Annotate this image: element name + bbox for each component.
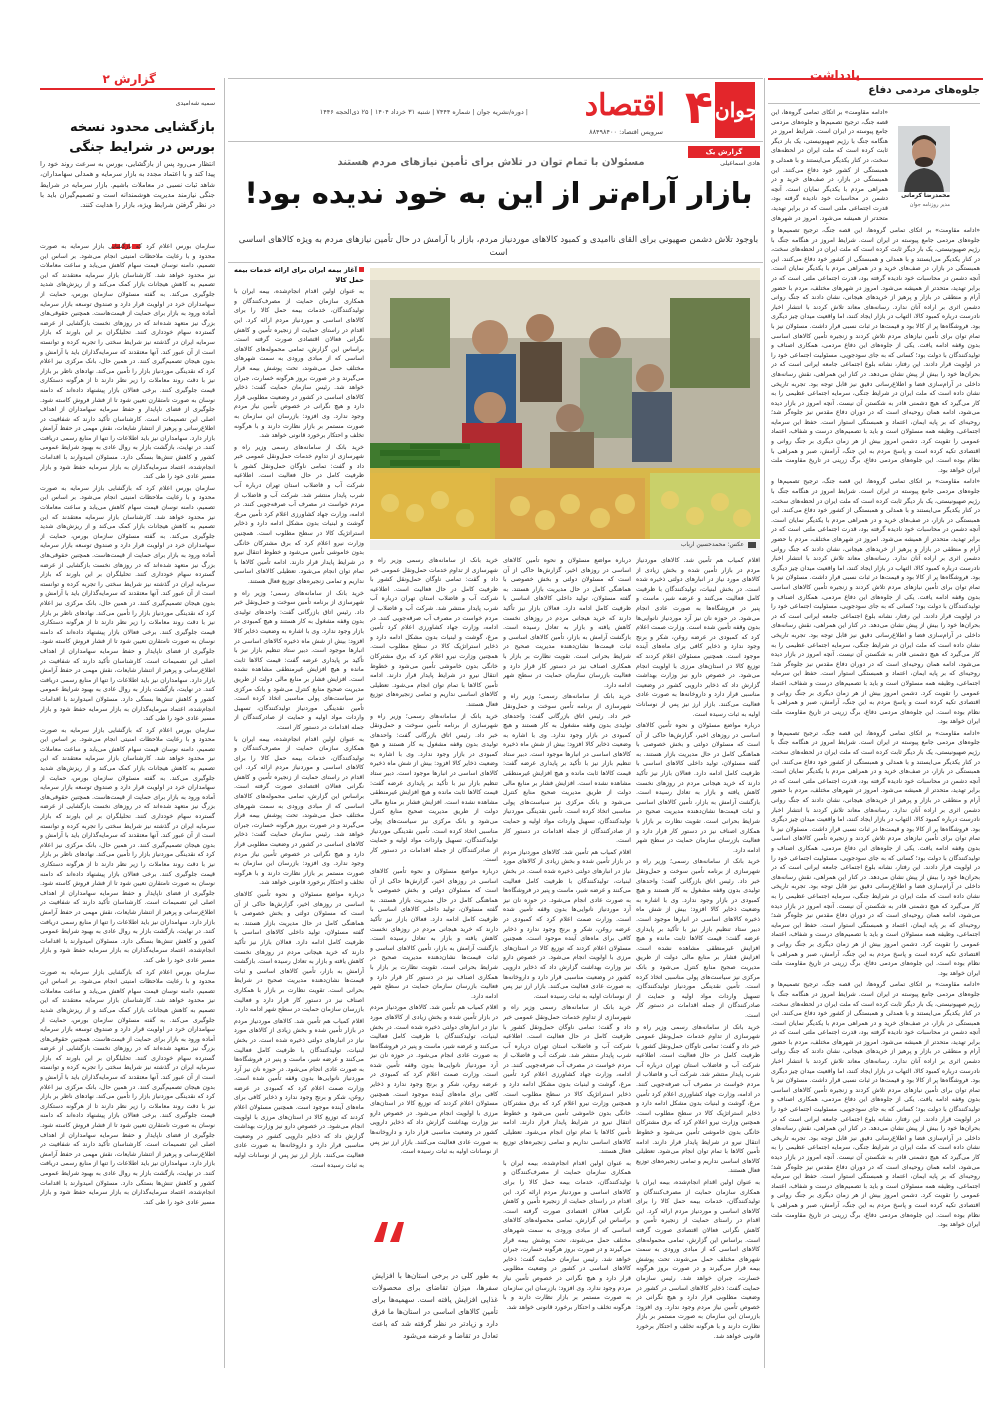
- left-section-label: گزارش ۲: [102, 72, 156, 86]
- bullet-square: [359, 267, 364, 272]
- masthead: [228, 80, 763, 140]
- section-title: اقتصاد: [584, 88, 665, 123]
- tag-badge: [688, 146, 760, 158]
- phone: سرویس اقتصاد: ۸۸۴۹۸۴۰۰: [589, 128, 663, 136]
- left-body: سازمان بورس اعلام کرد که بازگشایی بازار سرمایه به صورت محدود و با رعایت ملاحظات امنیتی انجام می‌شود. بر اساس این تصمیم، دامنه نوسان قیمت سهام کاهش می‌یابد و ساعت معاملات نیز محدود خواهد شد. کارشناسان بازار سرمایه معتقدند که این تصمیم به کاهش هیجانات بازار کمک می‌کند و از ریزش‌های شدید جلوگیری می‌کند. به گفته مسئولان سازمان بورس، حمایت از سهامداران خرد در اولویت قرار دارد و صندوق توسعه بازار سرمایه آماده ورود به بازار برای حمایت از قیمت‌هاست. همچنین حقوقی‌های بزرگ نیز متعهد شده‌اند که در روزهای نخست بازگشایی از عرضه گسترده سهام خودداری کنند. تحلیلگران بر این باورند که بازار سرمایه ایران در گذشته نیز شرایط سختی را تجربه کرده و توانسته است از آن عبور کند. آنها معتقدند که سرمایه‌گذاران باید با آرامش و بدون هیجان تصمیم‌گیری کنند. در همین حال، بانک مرکزی نیز اعلام کرد که نقدینگی موردنیاز بازار را تأمین می‌کند. نهادهای ناظر بر بازار نیز با دقت روند معاملات را زیر نظر دارند تا از هرگونه دستکاری قیمت جلوگیری کنند. برخی فعالان بازار پیشنهاد داده‌اند که دامنه نوسان به صورت نامتقارن تعیین شود تا از فشار فروش کاسته شود. جلوگیری از فضای ناپایدار و حفظ سرمایه سهامداران از اهداف اصلی این تصمیمات است. کارشناسان تأکید دارند که شفافیت در اطلاع‌رسانی و پرهیز از انتشار شایعات، نقش مهمی در حفظ آرامش بازار دارد. سهامداران نیز باید اطلاعات را تنها از منابع رسمی دریافت کنند. در نهایت، بازگشت بازار به روال عادی به بهبود شرایط عمومی کشور و کاهش تنش‌ها بستگی دارد. مسئولان امیدوارند با اقدامات انجام‌شده، اعتماد سرمایه‌گذاران به بازار سرمایه حفظ شود و بازار مسیر عادی خود را طی کند. سازمان بورس اعلام کرد که بازگشایی بازار سرمایه به صورت محدود و با رعایت ملاحظات امنیتی انجام می‌شود. بر اساس این تصمیم، دامنه نوسان قیمت سهام کاهش می‌یابد و ساعت معاملات نیز محدود خواهد شد. کارشناسان بازار سرمایه معتقدند که این تصمیم به کاهش هیجانات بازار کمک می‌کند و از ریزش‌های شدید جلوگیری می‌کند. به گفته مسئولان سازمان بورس، حمایت از سهامداران خرد در اولویت قرار دارد و صندوق توسعه بازار سرمایه آماده ورود به بازار برای حمایت از قیمت‌هاست. همچنین حقوقی‌های بزرگ نیز متعهد شده‌اند که در روزهای نخست بازگشایی از عرضه گسترده سهام خودداری کنند. تحلیلگران بر این باورند که بازار سرمایه ایران در گذشته نیز شرایط سختی را تجربه کرده و توانسته است از آن عبور کند. آنها معتقدند که سرمایه‌گذاران باید با آرامش و بدون هیجان تصمیم‌گیری کنند. در همین حال، بانک مرکزی نیز اعلام کرد که نقدینگی موردنیاز بازار را تأمین می‌کند. نهادهای ناظر بر بازار نیز با دقت روند معاملات را زیر نظر دارند تا از هرگونه دستکاری قیمت جلوگیری کنند. برخی فعالان بازار پیشنهاد داده‌اند که دامنه نوسان به صورت نامتقارن تعیین شود تا از فشار فروش کاسته شود. جلوگیری از فضای ناپایدار و حفظ سرمایه سهامداران از اهداف اصلی این تصمیمات است. کارشناسان تأکید دارند که شفافیت در اطلاع‌رسانی و پرهیز از انتشار شایعات، نقش مهمی در حفظ آرامش بازار دارد. سهامداران نیز باید اطلاعات را تنها از منابع رسمی دریافت کنند. در نهایت، بازگشت بازار به روال عادی به بهبود شرایط عمومی کشور و کاهش تنش‌ها بستگی دارد. مسئولان امیدوارند با اقدامات انجام‌شده، اعتماد سرمایه‌گذاران به بازار سرمایه حفظ شود و بازار مسیر عادی خود را طی کند. سازمان بورس اعلام کرد که بازگشایی بازار سرمایه به صورت محدود و با رعایت ملاحظات امنیتی انجام می‌شود. بر اساس این تصمیم، دامنه نوسان قیمت سهام کاهش می‌یابد و ساعت معاملات نیز محدود خواهد شد. کارشناسان بازار سرمایه معتقدند که این تصمیم به کاهش هیجانات بازار کمک می‌کند و از ریزش‌های شدید جلوگیری می‌کند. به گفته مسئولان سازمان بورس، حمایت از سهامداران خرد در اولویت قرار دارد و صندوق توسعه بازار سرمایه آماده ورود به بازار برای حمایت از قیمت‌هاست. همچنین حقوقی‌های بزرگ نیز متعهد شده‌اند که در روزهای نخست بازگشایی از عرضه گسترده سهام خودداری کنند. تحلیلگران بر این باورند که بازار سرمایه ایران در گذشته نیز شرایط سختی را تجربه کرده و توانسته است از آن عبور کند. آنها معتقدند که سرمایه‌گذاران باید با آرامش و بدون هیجان تصمیم‌گیری کنند. در همین حال، بانک مرکزی نیز اعلام کرد که نقدینگی موردنیاز بازار را تأمین می‌کند. نهادهای ناظر بر بازار نیز با دقت روند معاملات را زیر نظر دارند تا از هرگونه دستکاری قیمت جلوگیری کنند. برخی فعالان بازار پیشنهاد داده‌اند که دامنه نوسان به صورت نامتقارن تعیین شود تا از فشار فروش کاسته شود. جلوگیری از فضای ناپایدار و حفظ سرمایه سهامداران از اهداف اصلی این تصمیمات است. کارشناسان تأکید دارند که شفافیت در اطلاع‌رسانی و پرهیز از انتشار شایعات، نقش مهمی در حفظ آرامش بازار دارد. سهامداران نیز باید اطلاعات را تنها از منابع رسمی دریافت کنند. در نهایت، بازگشت بازار به روال عادی به بهبود شرایط عمومی کشور و کاهش تنش‌ها بستگی دارد. مسئولان امیدوارند با اقدامات انجام‌شده، اعتماد سرمایه‌گذاران به بازار سرمایه حفظ شود و بازار مسیر عادی خود را طی کند. سازمان بورس اعلام کرد که بازگشایی بازار سرمایه به صورت محدود و با رعایت ملاحظات امنیتی انجام می‌شود. بر اساس این تصمیم، دامنه نوسان قیمت سهام کاهش می‌یابد و ساعت معاملات نیز محدود خواهد شد. کارشناسان بازار سرمایه معتقدند که این تصمیم به کاهش هیجانات بازار کمک می‌کند و از ریزش‌های شدید جلوگیری می‌کند. به گفته مسئولان سازمان بورس، حمایت از سهامداران خرد در اولویت قرار دارد و صندوق توسعه بازار سرمایه آماده ورود به بازار برای حمایت از قیمت‌هاست. همچنین حقوقی‌های بزرگ نیز متعهد شده‌اند که در روزهای نخست بازگشایی از عرضه گسترده سهام خودداری کنند. تحلیلگران بر این باورند که بازار سرمایه ایران در گذشته نیز شرایط سختی را تجربه کرده و توانسته است از آن عبور کند. آنها معتقدند که سرمایه‌گذاران باید با آرامش و بدون هیجان تصمیم‌گیری کنند. در همین حال، بانک مرکزی نیز اعلام کرد که نقدینگی موردنیاز بازار را تأمین می‌کند. نهادهای ناظر بر بازار نیز با دقت روند معاملات را زیر نظر دارند تا از هرگونه دستکاری قیمت جلوگیری کنند. برخی فعالان بازار پیشنهاد داده‌اند که دامنه نوسان به صورت نامتقارن تعیین شود تا از فشار فروش کاسته شود. جلوگیری از فضای ناپایدار و حفظ سرمایه سهامداران از اهداف اصلی این تصمیمات است. کارشناسان تأکید دارند که شفافیت در اطلاع‌رسانی و پرهیز از انتشار شایعات، نقش مهمی در حفظ آرامش بازار دارد. سهامداران نیز باید اطلاعات را تنها از منابع رسمی دریافت کنند. در نهایت، بازگشت بازار به روال عادی به بهبود شرایط عمومی کشور و کاهش تنش‌ها بستگی دارد. مسئولان امیدوارند با اقدامات انجام‌شده، اعتماد سرمایه‌گذاران به بازار سرمایه حفظ شود و بازار مسیر عادی خود را طی کند.: [40, 243, 215, 1206]
- tag-label: گزارش یک: [705, 148, 743, 156]
- right-title: جلوه‌های مردمی دفاع: [868, 84, 980, 96]
- page-number: ۴: [684, 80, 713, 134]
- left-ornament: [112, 234, 142, 239]
- camera-icon: [748, 542, 756, 548]
- right-body-top: «ادامه مقاومت» بر اتکای تمامی گروه‌ها، این قصه جنگ، ترجیح تصمیم‌ها و جلوه‌های مردمی جامع پیوسته در ایران است. شرایط امروز در هنگامه جنگ با رژیم صهیونیستی، یک بار دیگر ثابت کرده است که ملت ایران در لحظه‌های سخت، در کنار یکدیگر می‌ایستند و با همدلی و همبستگی از کشور خود دفاع می‌کنند. این همبستگی در بازار، در صف‌های خرید و در همراهی مردم با یکدیگر نمایان است. آنچه دشمن در محاسبات خود نادیده گرفته بود، قدرت اجتماعی ملتی است که در برابر تهدید، متحدتر از همیشه می‌شود. امروز در شهرهای: [771, 109, 888, 222]
- main-col-c: درباره مواضع مسئولان و نحوه تأمین کالاهای اساسی در روزهای اخیر، گزارش‌ها حاکی از آن است که مسئولان دولتی و بخش خصوصی با هماهنگی کامل در حال مدیریت بازار هستند. به گفته مسئولان، تولید داخلی کالاهای اساسی با ظرفیت کامل ادامه دارد. فعالان بازار نیز تأکید دارند که خرید هیجانی مردم در روزهای نخست کاهش یافته و بازار به تعادل رسیده است. بازگشت آرامش به بازار، تأمین کالاهای اساسی و ثبات قیمت‌ها نشان‌دهنده مدیریت صحیح در شرایط بحرانی است. تقویت نظارت بر بازار با همکاری اصناف نیز در دستور کار قرار دارد و فعالیت بازرسان سازمان حمایت در سطح شهر ادامه دارد. خرید بانک از سامانه‌های رسمی؛ وزیر راه و شهرسازی از برنامه تأمین سوخت و حمل‌ونقل خبر داد. رئیس اتاق بازرگانی گفت: واحدهای تولیدی بدون وقفه مشغول به کار هستند و هیچ کمبودی در بازار وجود ندارد. وی با اشاره به وضعیت ذخایر کالا افزود: بیش از شش ماه ذخیره کالاهای اساسی در انبارها موجود است. دبیر ستاد تنظیم بازار نیز با تأکید بر پایداری عرضه گفت: قیمت کالاها ثابت مانده و هیچ افزایش غیرمنطقی مشاهده نشده است. افزایش فشار بر منابع مالی دولت از طریق مدیریت صحیح منابع کنترل می‌شود و بانک مرکزی نیز سیاست‌های پولی مناسبی اتخاذ کرده است. تأمین نقدینگی موردنیاز تولیدکنندگان، تسهیل واردات مواد اولیه و حمایت از صادرکنندگان از جمله اقدامات در دستور کار است. اقلام کمیاب هم تأمین شد. کالاهای موردنیاز مردم در بازار تأمین شده و بخش زیادی از کالاهای مورد نیاز در انبارهای دولتی ذخیره شده است. در بخش لبنیات، تولیدکنندگان با ظرفیت کامل فعالیت می‌کنند و عرضه شیر، ماست و پنیر در فروشگاه‌ها به صورت عادی انجام می‌شود. در حوزه نان نیز آرد موردنیاز نانوایی‌ها بدون وقفه تأمین شده است. وزارت صمت اعلام کرد که کمبودی در عرضه روغن، شکر و برنج وجود ندارد و ذخایر کافی برای ماه‌های آینده موجود است. همچنین مسئولان اعلام کردند که توزیع کالا در استان‌های مرزی با اولویت انجام می‌شود. در خصوص دارو نیز وزارت بهداشت گزارش داد که ذخایر دارویی کشور در وضعیت مناسبی قرار دارد و داروخانه‌ها به صورت عادی فعالیت می‌کنند. بازار ارز نیز پس از نوسانات اولیه به ثبات رسیده است. خرید بانک از سامانه‌های رسمی وزیر راه و شهرسازی از تداوم خدمات حمل‌ونقل عمومی خبر داد و گفت: تمامی ناوگان حمل‌ونقل کشور با ظرفیت کامل در حال فعالیت است. اطلاعیه شرکت آب و فاضلاب استان تهران درباره آب شرب پایدار منتشر شد. شرکت آب و فاضلاب از مردم خواست در مصرف آب صرفه‌جویی کنند. در ادامه، وزارت جهاد کشاورزی اعلام کرد تأمین مرغ، گوشت و لبنیات بدون مشکل ادامه دارد و ذخایر استراتژیک کالا در سطح مطلوب است. همچنین وزارت نیرو اعلام کرد که برق مشترکان خانگی بدون خاموشی تأمین می‌شود و خطوط انتقال نیرو در شرایط پایدار قرار دارند. ادامه تأمین کالاها با تمام توان انجام می‌شود. تعطیلی کالاهای اساسی نداریم و تمامی زنجیره‌های توزیع فعال هستند. به عنوان اولین اقدام انجام‌شده، بیمه ایران با همکاری سازمان حمایت از مصرف‌کنندگان و تولیدکنندگان، خدمات بیمه حمل کالا را برای کالاهای اساسی و موردنیاز مردم ارائه کرد. این اقدام در راستای حمایت از زنجیره تأمین و کاهش نگرانی فعالان اقتصادی صورت گرفته است. براساس این گزارش، تمامی محموله‌های کالاهای اساسی که از مبادی ورودی به سمت شهرهای مختلف حمل می‌شوند، تحت پوشش بیمه قرار می‌گیرند و در صورت بروز هرگونه خسارت، جبران خواهد شد. رئیس سازمان حمایت گفت: ذخایر کالاهای اساسی در کشور در وضعیت مطلوبی قرار دارد و هیچ نگرانی در خصوص تأمین نیاز مردم وجود ندارد. وی افزود: بازرسان این سازمان به صورت مستمر بر بازار نظارت دارند و با هرگونه تخلف و احتکار برخورد قانونی خواهد شد.: [503, 557, 631, 1311]
- quote-icon: [370, 1212, 410, 1252]
- right-section-label: یادداشت: [810, 68, 860, 82]
- market-scene: [370, 268, 760, 539]
- left-section-bar: [40, 88, 215, 90]
- market-photo: [370, 268, 760, 539]
- left-title: بازگشایی محدود نسخه بورس در شرایط جنگی: [69, 120, 215, 155]
- right-body: «ادامه مقاومت» بر اتکای تمامی گروه‌ها، این قصه جنگ، ترجیح تصمیم‌ها و جلوه‌های مردمی جامع پیوسته در ایران است. شرایط امروز در هنگامه جنگ با رژیم صهیونیستی، یک بار دیگر ثابت کرده است که ملت ایران در لحظه‌های سخت، در کنار یکدیگر می‌ایستند و با همدلی و همبستگی از کشور خود دفاع می‌کنند. این همبستگی در بازار، در صف‌های خرید و در همراهی مردم با یکدیگر نمایان است. آنچه دشمن در محاسبات خود نادیده گرفته بود، قدرت اجتماعی ملتی است که در برابر تهدید، متحدتر از همیشه می‌شود. امروز در شهرهای مختلف، مردم با حضور آرام و منطقی در بازار و پرهیز از خریدهای هیجانی، نشان دادند که جنگ روانی دشمن اثری بر اراده آنان ندارد. رسانه‌های معاند تلاش کردند با انتشار اخبار نادرست درباره کمبود کالا، التهاب در بازار ایجاد کنند، اما واقعیت میدان چیز دیگری بود. فروشگاه‌ها پر از کالا بود و قیمت‌ها در ثبات نسبی قرار داشت. مسئولان نیز با تمام توان برای تأمین نیازهای مردم تلاش کردند و زنجیره تأمین کالاهای اساسی بدون وقفه ادامه یافت. یکی از جلوه‌های این دفاع مردمی، همکاری اصناف و تولیدکنندگان با دولت بود؛ کسانی که به جای سودجویی، مسئولیت اجتماعی خود را در اولویت قرار دادند. این رفتار، نشانه بلوغ اجتماعی جامعه ایرانی است که در بحران‌ها خود را بیش از پیش نشان می‌دهد. در کنار این همراهی، نقش رسانه‌های داخلی در آرام‌سازی فضا و اطلاع‌رسانی دقیق نیز قابل توجه بود. تجربه تاریخی نشان داده است که ملت ایران در شرایط جنگی، سرمایه اجتماعی عظیمی را به کار می‌گیرد که هیچ دشمنی قادر به شکستن آن نیست. آنچه امروز در بازار دیده می‌شود، ادامه همان روحیه‌ای است که در دوران دفاع مقدس نیز جلوه‌گر شد؛ روحیه‌ای که بر پایه ایمان، اعتماد و همبستگی استوار است. حفظ این سرمایه اجتماعی، وظیفه همه مسئولان است و باید با تصمیم‌های درست و شفاف، اعتماد عمومی را تقویت کرد. دشمن امروز بیش از هر زمان دیگری بر جنگ روانی و اقتصادی تکیه کرده است و پاسخ مردم به این جنگ، آرامش، صبر و همراهی با نظام بوده است. این جلوه‌های مردمی دفاع، برگ زرینی در تاریخ مقاومت ملت ایران خواهد بود. «ادامه مقاومت» بر اتکای تمامی گروه‌ها، این قصه جنگ، ترجیح تصمیم‌ها و جلوه‌های مردمی جامع پیوسته در ایران است. شرایط امروز در هنگامه جنگ با رژیم صهیونیستی، یک بار دیگر ثابت کرده است که ملت ایران در لحظه‌های سخت، در کنار یکدیگر می‌ایستند و با همدلی و همبستگی از کشور خود دفاع می‌کنند. این همبستگی در بازار، در صف‌های خرید و در همراهی مردم با یکدیگر نمایان است. آنچه دشمن در محاسبات خود نادیده گرفته بود، قدرت اجتماعی ملتی است که در برابر تهدید، متحدتر از همیشه می‌شود. امروز در شهرهای مختلف، مردم با حضور آرام و منطقی در بازار و پرهیز از خریدهای هیجانی، نشان دادند که جنگ روانی دشمن اثری بر اراده آنان ندارد. رسانه‌های معاند تلاش کردند با انتشار اخبار نادرست درباره کمبود کالا، التهاب در بازار ایجاد کنند، اما واقعیت میدان چیز دیگری بود. فروشگاه‌ها پر از کالا بود و قیمت‌ها در ثبات نسبی قرار داشت. مسئولان نیز با تمام توان برای تأمین نیازهای مردم تلاش کردند و زنجیره تأمین کالاهای اساسی بدون وقفه ادامه یافت. یکی از جلوه‌های این دفاع مردمی، همکاری اصناف و تولیدکنندگان با دولت بود؛ کسانی که به جای سودجویی، مسئولیت اجتماعی خود را در اولویت قرار دادند. این رفتار، نشانه بلوغ اجتماعی جامعه ایرانی است که در بحران‌ها خود را بیش از پیش نشان می‌دهد. در کنار این همراهی، نقش رسانه‌های داخلی در آرام‌سازی فضا و اطلاع‌رسانی دقیق نیز قابل توجه بود. تجربه تاریخی نشان داده است که ملت ایران در شرایط جنگی، سرمایه اجتماعی عظیمی را به کار می‌گیرد که هیچ دشمنی قادر به شکستن آن نیست. آنچه امروز در بازار دیده می‌شود، ادامه همان روحیه‌ای است که در دوران دفاع مقدس نیز جلوه‌گر شد؛ روحیه‌ای که بر پایه ایمان، اعتماد و همبستگی استوار است. حفظ این سرمایه اجتماعی، وظیفه همه مسئولان است و باید با تصمیم‌های درست و شفاف، اعتماد عمومی را تقویت کرد. دشمن امروز بیش از هر زمان دیگری بر جنگ روانی و اقتصادی تکیه کرده است و پاسخ مردم به این جنگ، آرامش، صبر و همراهی با نظام بوده است. این جلوه‌های مردمی دفاع، برگ زرینی در تاریخ مقاومت ملت ایران خواهد بود. «ادامه مقاومت» بر اتکای تمامی گروه‌ها، این قصه جنگ، ترجیح تصمیم‌ها و جلوه‌های مردمی جامع پیوسته در ایران است. شرایط امروز در هنگامه جنگ با رژیم صهیونیستی، یک بار دیگر ثابت کرده است که ملت ایران در لحظه‌های سخت، در کنار یکدیگر می‌ایستند و با همدلی و همبستگی از کشور خود دفاع می‌کنند. این همبستگی در بازار، در صف‌های خرید و در همراهی مردم با یکدیگر نمایان است. آنچه دشمن در محاسبات خود نادیده گرفته بود، قدرت اجتماعی ملتی است که در برابر تهدید، متحدتر از همیشه می‌شود. امروز در شهرهای مختلف، مردم با حضور آرام و منطقی در بازار و پرهیز از خریدهای هیجانی، نشان دادند که جنگ روانی دشمن اثری بر اراده آنان ندارد. رسانه‌های معاند تلاش کردند با انتشار اخبار نادرست درباره کمبود کالا، التهاب در بازار ایجاد کنند، اما واقعیت میدان چیز دیگری بود. فروشگاه‌ها پر از کالا بود و قیمت‌ها در ثبات نسبی قرار داشت. مسئولان نیز با تمام توان برای تأمین نیازهای مردم تلاش کردند و زنجیره تأمین کالاهای اساسی بدون وقفه ادامه یافت. یکی از جلوه‌های این دفاع مردمی، همکاری اصناف و تولیدکنندگان با دولت بود؛ کسانی که به جای سودجویی، مسئولیت اجتماعی خود را در اولویت قرار دادند. این رفتار، نشانه بلوغ اجتماعی جامعه ایرانی است که در بحران‌ها خود را بیش از پیش نشان می‌دهد. در کنار این همراهی، نقش رسانه‌های داخلی در آرام‌سازی فضا و اطلاع‌رسانی دقیق نیز قابل توجه بود. تجربه تاریخی نشان داده است که ملت ایران در شرایط جنگی، سرمایه اجتماعی عظیمی را به کار می‌گیرد که هیچ دشمنی قادر به شکستن آن نیست. آنچه امروز در بازار دیده می‌شود، ادامه همان روحیه‌ای است که در دوران دفاع مقدس نیز جلوه‌گر شد؛ روحیه‌ای که بر پایه ایمان، اعتماد و همبستگی استوار است. حفظ این سرمایه اجتماعی، وظیفه همه مسئولان است و باید با تصمیم‌های درست و شفاف، اعتماد عمومی را تقویت کرد. دشمن امروز بیش از هر زمان دیگری بر جنگ روانی و اقتصادی تکیه کرده است و پاسخ مردم به این جنگ، آرامش، صبر و همراهی با نظام بوده است. این جلوه‌های مردمی دفاع، برگ زرینی در تاریخ مقاومت ملت ایران خواهد بود. «ادامه مقاومت» بر اتکای تمامی گروه‌ها، این قصه جنگ، ترجیح تصمیم‌ها و جلوه‌های مردمی جامع پیوسته در ایران است. شرایط امروز در هنگامه جنگ با رژیم صهیونیستی، یک بار دیگر ثابت کرده است که ملت ایران در لحظه‌های سخت، در کنار یکدیگر می‌ایستند و با همدلی و همبستگی از کشور خود دفاع می‌کنند. این همبستگی در بازار، در صف‌های خرید و در همراهی مردم با یکدیگر نمایان است. آنچه دشمن در محاسبات خود نادیده گرفته بود، قدرت اجتماعی ملتی است که در برابر تهدید، متحدتر از همیشه می‌شود. امروز در شهرهای مختلف، مردم با حضور آرام و منطقی در بازار و پرهیز از خریدهای هیجانی، نشان دادند که جنگ روانی دشمن اثری بر اراده آنان ندارد. رسانه‌های معاند تلاش کردند با انتشار اخبار نادرست درباره کمبود کالا، التهاب در بازار ایجاد کنند، اما واقعیت میدان چیز دیگری بود. فروشگاه‌ها پر از کالا بود و قیمت‌ها در ثبات نسبی قرار داشت. مسئولان نیز با تمام توان برای تأمین نیازهای مردم تلاش کردند و زنجیره تأمین کالاهای اساسی بدون وقفه ادامه یافت. یکی از جلوه‌های این دفاع مردمی، همکاری اصناف و تولیدکنندگان با دولت بود؛ کسانی که به جای سودجویی، مسئولیت اجتماعی خود را در اولویت قرار دادند. این رفتار، نشانه بلوغ اجتماعی جامعه ایرانی است که در بحران‌ها خود را بیش از پیش نشان می‌دهد. در کنار این همراهی، نقش رسانه‌های داخلی در آرام‌سازی فضا و اطلاع‌رسانی دقیق نیز قابل توجه بود. تجربه تاریخی نشان داده است که ملت ایران در شرایط جنگی، سرمایه اجتماعی عظیمی را به کار می‌گیرد که هیچ دشمنی قادر به شکستن آن نیست. آنچه امروز در بازار دیده می‌شود، ادامه همان روحیه‌ای است که در دوران دفاع مقدس نیز جلوه‌گر شد؛ روحیه‌ای که بر پایه ایمان، اعتماد و همبستگی استوار است. حفظ این سرمایه اجتماعی، وظیفه همه مسئولان است و باید با تصمیم‌های درست و شفاف، اعتماد عمومی را تقویت کرد. دشمن امروز بیش از هر زمان دیگری بر جنگ روانی و اقتصادی تکیه کرده است و پاسخ مردم به این جنگ، آرامش، صبر و همراهی با نظام بوده است. این جلوه‌های مردمی دفاع، برگ زرینی در تاریخ مقاومت ملت ایران خواهد بود.: [771, 227, 980, 1229]
- subhead-insurance: آغاز بیمه ایران برای ارائه خدمات بیمه حمل کالا: [234, 266, 364, 284]
- author-portrait: [898, 126, 950, 192]
- author-role: مدیر روزنامه جوان: [909, 202, 950, 208]
- quote-mark-icon: [370, 1212, 410, 1252]
- left-author: سمیه شه‌امیدی: [175, 100, 215, 107]
- author-name: محمدرضا کرمانی: [901, 193, 950, 199]
- author-photo: [898, 126, 950, 192]
- issue-info: | دوره/نشریه جوان | شماره ۷۴۴۴ | شنبه ۳۱ خرداد ۱۴۰۴ | ۲۵ ذی‌الحجه ۱۴۴۶: [319, 108, 528, 116]
- main-col-d: اقلام کمیاب هم تأمین شد. کالاهای موردنیاز مردم در بازار تأمین شده و بخش زیادی از کالاهای مورد نیاز در انبارهای دولتی ذخیره شده است. در بخش لبنیات، تولیدکنندگان با ظرفیت کامل فعالیت می‌کنند و عرضه شیر، ماست و پنیر در فروشگاه‌ها به صورت عادی انجام می‌شود. در حوزه نان نیز آرد موردنیاز نانوایی‌ها بدون وقفه تأمین شده است. وزارت صمت اعلام کرد که کمبودی در عرضه روغن، شکر و برنج وجود ندارد و ذخایر کافی برای ماه‌های آینده موجود است. همچنین مسئولان اعلام کردند که توزیع کالا در استان‌های مرزی با اولویت انجام می‌شود. در خصوص دارو نیز وزارت بهداشت گزارش داد که ذخایر دارویی کشور در وضعیت مناسبی قرار دارد و داروخانه‌ها به صورت عادی فعالیت می‌کنند. بازار ارز نیز پس از نوسانات اولیه به ثبات رسیده است. درباره مواضع مسئولان و نحوه تأمین کالاهای اساسی در روزهای اخیر، گزارش‌ها حاکی از آن است که مسئولان دولتی و بخش خصوصی با هماهنگی کامل در حال مدیریت بازار هستند. به گفته مسئولان، تولید داخلی کالاهای اساسی با ظرفیت کامل ادامه دارد. فعالان بازار نیز تأکید دارند که خرید هیجانی مردم در روزهای نخست کاهش یافته و بازار به تعادل رسیده است. بازگشت آرامش به بازار، تأمین کالاهای اساسی و ثبات قیمت‌ها نشان‌دهنده مدیریت صحیح در شرایط بحرانی است. تقویت نظارت بر بازار با همکاری اصناف نیز در دستور کار قرار دارد و فعالیت بازرسان سازمان حمایت در سطح شهر ادامه دارد. خرید بانک از سامانه‌های رسمی؛ وزیر راه و شهرسازی از برنامه تأمین سوخت و حمل‌ونقل خبر داد. رئیس اتاق بازرگانی گفت: واحدهای تولیدی بدون وقفه مشغول به کار هستند و هیچ کمبودی در بازار وجود ندارد. وی با اشاره به وضعیت ذخایر کالا افزود: بیش از شش ماه ذخیره کالاهای اساسی در انبارها موجود است. دبیر ستاد تنظیم بازار نیز با تأکید بر پایداری عرضه گفت: قیمت کالاها ثابت مانده و هیچ افزایش غیرمنطقی مشاهده نشده است. افزایش فشار بر منابع مالی دولت از طریق مدیریت صحیح منابع کنترل می‌شود و بانک مرکزی نیز سیاست‌های پولی مناسبی اتخاذ کرده است. تأمین نقدینگی موردنیاز تولیدکنندگان، تسهیل واردات مواد اولیه و حمایت از صادرکنندگان از جمله اقدامات در دستور کار است. خرید بانک از سامانه‌های رسمی وزیر راه و شهرسازی از تداوم خدمات حمل‌ونقل عمومی خبر داد و گفت: تمامی ناوگان حمل‌ونقل کشور با ظرفیت کامل در حال فعالیت است. اطلاعیه شرکت آب و فاضلاب استان تهران درباره آب شرب پایدار منتشر شد. شرکت آب و فاضلاب از مردم خواست در مصرف آب صرفه‌جویی کنند. در ادامه، وزارت جهاد کشاورزی اعلام کرد تأمین مرغ، گوشت و لبنیات بدون مشکل ادامه دارد و ذخایر استراتژیک کالا در سطح مطلوب است. همچنین وزارت نیرو اعلام کرد که برق مشترکان خانگی بدون خاموشی تأمین می‌شود و خطوط انتقال نیرو در شرایط پایدار قرار دارند. ادامه تأمین کالاها با تمام توان انجام می‌شود. تعطیلی کالاهای اساسی نداریم و تمامی زنجیره‌های توزیع فعال هستند. به عنوان اولین اقدام انجام‌شده، بیمه ایران با همکاری سازمان حمایت از مصرف‌کنندگان و تولیدکنندگان، خدمات بیمه حمل کالا را برای کالاهای اساسی و موردنیاز مردم ارائه کرد. این اقدام در راستای حمایت از زنجیره تأمین و کاهش نگرانی فعالان اقتصادی صورت گرفته است. براساس این گزارش، تمامی محموله‌های کالاهای اساسی که از مبادی ورودی به سمت شهرهای مختلف حمل می‌شوند، تحت پوشش بیمه قرار می‌گیرند و در صورت بروز هرگونه خسارت، جبران خواهد شد. رئیس سازمان حمایت گفت: ذخایر کالاهای اساسی در کشور در وضعیت مطلوبی قرار دارد و هیچ نگرانی در خصوص تأمین نیاز مردم وجود ندارد. وی افزود: بازرسان این سازمان به صورت مستمر بر بازار نظارت دارند و با هرگونه تخلف و احتکار برخورد قانونی خواهد شد.: [636, 557, 760, 1340]
- kicker: مسئولان با تمام توان در تلاش برای تأمین نیازهای مردم هستند: [337, 157, 645, 168]
- photo-caption: [370, 540, 760, 550]
- headline: بازار آرام‌تر از این به خود ندیده بود!: [244, 176, 753, 210]
- photo-caption-text: عکس: محمدحسین ارباب: [680, 541, 744, 548]
- logo: جوان: [715, 82, 755, 138]
- byline: هادی اسماعیلی: [720, 160, 760, 167]
- main-col-b: خرید بانک از سامانه‌های رسمی وزیر راه و شهرسازی از تداوم خدمات حمل‌ونقل عمومی خبر داد و گفت: تمامی ناوگان حمل‌ونقل کشور با ظرفیت کامل در حال فعالیت است. اطلاعیه شرکت آب و فاضلاب استان تهران درباره آب شرب پایدار منتشر شد. شرکت آب و فاضلاب از مردم خواست در مصرف آب صرفه‌جویی کنند. در ادامه، وزارت جهاد کشاورزی اعلام کرد تأمین مرغ، گوشت و لبنیات بدون مشکل ادامه دارد و ذخایر استراتژیک کالا در سطح مطلوب است. همچنین وزارت نیرو اعلام کرد که برق مشترکان خانگی بدون خاموشی تأمین می‌شود و خطوط انتقال نیرو در شرایط پایدار قرار دارند. ادامه تأمین کالاها با تمام توان انجام می‌شود. تعطیلی کالاهای اساسی نداریم و تمامی زنجیره‌های توزیع فعال هستند. خرید بانک از سامانه‌های رسمی؛ وزیر راه و شهرسازی از برنامه تأمین سوخت و حمل‌ونقل خبر داد. رئیس اتاق بازرگانی گفت: واحدهای تولیدی بدون وقفه مشغول به کار هستند و هیچ کمبودی در بازار وجود ندارد. وی با اشاره به وضعیت ذخایر کالا افزود: بیش از شش ماه ذخیره کالاهای اساسی در انبارها موجود است. دبیر ستاد تنظیم بازار نیز با تأکید بر پایداری عرضه گفت: قیمت کالاها ثابت مانده و هیچ افزایش غیرمنطقی مشاهده نشده است. افزایش فشار بر منابع مالی دولت از طریق مدیریت صحیح منابع کنترل می‌شود و بانک مرکزی نیز سیاست‌های پولی مناسبی اتخاذ کرده است. تأمین نقدینگی موردنیاز تولیدکنندگان، تسهیل واردات مواد اولیه و حمایت از صادرکنندگان از جمله اقدامات در دستور کار است. درباره مواضع مسئولان و نحوه تأمین کالاهای اساسی در روزهای اخیر، گزارش‌ها حاکی از آن است که مسئولان دولتی و بخش خصوصی با هماهنگی کامل در حال مدیریت بازار هستند. به گفته مسئولان، تولید داخلی کالاهای اساسی با ظرفیت کامل ادامه دارد. فعالان بازار نیز تأکید دارند که خرید هیجانی مردم در روزهای نخست کاهش یافته و بازار به تعادل رسیده است. بازگشت آرامش به بازار، تأمین کالاهای اساسی و ثبات قیمت‌ها نشان‌دهنده مدیریت صحیح در شرایط بحرانی است. تقویت نظارت بر بازار با همکاری اصناف نیز در دستور کار قرار دارد و فعالیت بازرسان سازمان حمایت در سطح شهر ادامه دارد. اقلام کمیاب هم تأمین شد. کالاهای موردنیاز مردم در بازار تأمین شده و بخش زیادی از کالاهای مورد نیاز در انبارهای دولتی ذخیره شده است. در بخش لبنیات، تولیدکنندگان با ظرفیت کامل فعالیت می‌کنند و عرضه شیر، ماست و پنیر در فروشگاه‌ها به صورت عادی انجام می‌شود. در حوزه نان نیز آرد موردنیاز نانوایی‌ها بدون وقفه تأمین شده است. وزارت صمت اعلام کرد که کمبودی در عرضه روغن، شکر و برنج وجود ندارد و ذخایر کافی برای ماه‌های آینده موجود است. همچنین مسئولان اعلام کردند که توزیع کالا در استان‌های مرزی با اولویت انجام می‌شود. در خصوص دارو نیز وزارت بهداشت گزارش داد که ذخایر دارویی کشور در وضعیت مناسبی قرار دارد و داروخانه‌ها به صورت عادی فعالیت می‌کنند. بازار ارز نیز پس از نوسانات اولیه به ثبات رسیده است.: [370, 557, 498, 1156]
- pullquote: به طور کلی در برخی استان‌ها با افزایش سفرها، میزان تقاضای برای محصولات غذایی افزایش یافته است. سهمیه‌ها برای تأمین کالاهای اساسی در استان‌ها ما فرق دارد و زیادتر در نظر گرفته شد که باعث تعادل در تقاضا و عرضه می‌شود: [372, 1271, 498, 1340]
- main-col-a: آغاز بیمه ایران برای ارائه خدمات بیمه حمل کالا به عنوان اولین اقدام انجام‌شده، بیمه ایران با همکاری سازمان حمایت از مصرف‌کنندگان و تولیدکنندگان، خدمات بیمه حمل کالا را برای کالاهای اساسی و موردنیاز مردم ارائه کرد. این اقدام در راستای حمایت از زنجیره تأمین و کاهش نگرانی فعالان اقتصادی صورت گرفته است. براساس این گزارش، تمامی محموله‌های کالاهای اساسی که از مبادی ورودی به سمت شهرهای مختلف حمل می‌شوند، تحت پوشش بیمه قرار می‌گیرند و در صورت بروز هرگونه خسارت، جبران خواهد شد. رئیس سازمان حمایت گفت: ذخایر کالاهای اساسی در کشور در وضعیت مطلوبی قرار دارد و هیچ نگرانی در خصوص تأمین نیاز مردم وجود ندارد. وی افزود: بازرسان این سازمان به صورت مستمر بر بازار نظارت دارند و با هرگونه تخلف و احتکار برخورد قانونی خواهد شد. خرید بانک از سامانه‌های رسمی وزیر راه و شهرسازی از تداوم خدمات حمل‌ونقل عمومی خبر داد و گفت: تمامی ناوگان حمل‌ونقل کشور با ظرفیت کامل در حال فعالیت است. اطلاعیه شرکت آب و فاضلاب استان تهران درباره آب شرب پایدار منتشر شد. شرکت آب و فاضلاب از مردم خواست در مصرف آب صرفه‌جویی کنند. در ادامه، وزارت جهاد کشاورزی اعلام کرد تأمین مرغ، گوشت و لبنیات بدون مشکل ادامه دارد و ذخایر استراتژیک کالا در سطح مطلوب است. همچنین وزارت نیرو اعلام کرد که برق مشترکان خانگی بدون خاموشی تأمین می‌شود و خطوط انتقال نیرو در شرایط پایدار قرار دارند. ادامه تأمین کالاها با تمام توان انجام می‌شود. تعطیلی کالاهای اساسی نداریم و تمامی زنجیره‌های توزیع فعال هستند. خرید بانک از سامانه‌های رسمی؛ وزیر راه و شهرسازی از برنامه تأمین سوخت و حمل‌ونقل خبر داد. رئیس اتاق بازرگانی گفت: واحدهای تولیدی بدون وقفه مشغول به کار هستند و هیچ کمبودی در بازار وجود ندارد. وی با اشاره به وضعیت ذخایر کالا افزود: بیش از شش ماه ذخیره کالاهای اساسی در انبارها موجود است. دبیر ستاد تنظیم بازار نیز با تأکید بر پایداری عرضه گفت: قیمت کالاها ثابت مانده و هیچ افزایش غیرمنطقی مشاهده نشده است. افزایش فشار بر منابع مالی دولت از طریق مدیریت صحیح منابع کنترل می‌شود و بانک مرکزی نیز سیاست‌های پولی مناسبی اتخاذ کرده است. تأمین نقدینگی موردنیاز تولیدکنندگان، تسهیل واردات مواد اولیه و حمایت از صادرکنندگان از جمله اقدامات در دستور کار است. به عنوان اولین اقدام انجام‌شده، بیمه ایران با همکاری سازمان حمایت از مصرف‌کنندگان و تولیدکنندگان، خدمات بیمه حمل کالا را برای کالاهای اساسی و موردنیاز مردم ارائه کرد. این اقدام در راستای حمایت از زنجیره تأمین و کاهش نگرانی فعالان اقتصادی صورت گرفته است. براساس این گزارش، تمامی محموله‌های کالاهای اساسی که از مبادی ورودی به سمت شهرهای مختلف حمل می‌شوند، تحت پوشش بیمه قرار می‌گیرند و در صورت بروز هرگونه خسارت، جبران خواهد شد. رئیس سازمان حمایت گفت: ذخایر کالاهای اساسی در کشور در وضعیت مطلوبی قرار دارد و هیچ نگرانی در خصوص تأمین نیاز مردم وجود ندارد. وی افزود: بازرسان این سازمان به صورت مستمر بر بازار نظارت دارند و با هرگونه تخلف و احتکار برخورد قانونی خواهد شد. درباره مواضع مسئولان و نحوه تأمین کالاهای اساسی در روزهای اخیر، گزارش‌ها حاکی از آن است که مسئولان دولتی و بخش خصوصی با هماهنگی کامل در حال مدیریت بازار هستند. به گفته مسئولان، تولید داخلی کالاهای اساسی با ظرفیت کامل ادامه دارد. فعالان بازار نیز تأکید دارند که خرید هیجانی مردم در روزهای نخست کاهش یافته و بازار به تعادل رسیده است. بازگشت آرامش به بازار، تأمین کالاهای اساسی و ثبات قیمت‌ها نشان‌دهنده مدیریت صحیح در شرایط بحرانی است. تقویت نظارت بر بازار با همکاری اصناف نیز در دستور کار قرار دارد و فعالیت بازرسان سازمان حمایت در سطح شهر ادامه دارد. اقلام کمیاب هم تأمین شد. کالاهای موردنیاز مردم در بازار تأمین شده و بخش زیادی از کالاهای مورد نیاز در انبارهای دولتی ذخیره شده است. در بخش لبنیات، تولیدکنندگان با ظرفیت کامل فعالیت می‌کنند و عرضه شیر، ماست و پنیر در فروشگاه‌ها به صورت عادی انجام می‌شود. در حوزه نان نیز آرد موردنیاز نانوایی‌ها بدون وقفه تأمین شده است. وزارت صمت اعلام کرد که کمبودی در عرضه روغن، شکر و برنج وجود ندارد و ذخایر کافی برای ماه‌های آینده موجود است. همچنین مسئولان اعلام کردند که توزیع کالا در استان‌های مرزی با اولویت انجام می‌شود. در خصوص دارو نیز وزارت بهداشت گزارش داد که ذخایر دارویی کشور در وضعیت مناسبی قرار دارد و داروخانه‌ها به صورت عادی فعالیت می‌کنند. بازار ارز نیز پس از نوسانات اولیه به ثبات رسیده است.: [234, 266, 364, 1169]
- left-lead: انتظار می‌رود پس از بازگشایی، بورس به سرعت روند خود را پیدا کند و با اعتماد مجدد به بازار سرمایه و همدلی سهامداران، شاهد ثبات نسبی در معاملات باشیم. بازار سرمایه در شرایط جنگی نیازمند مدیریت هوشمندانه است و تصمیم‌گیران باید با در نظر گرفتن شرایط ویژه، بازار را هدایت کنند.: [40, 160, 215, 210]
- lead: باوجود تلاش دشمن صهیونی برای القای ناامیدی و کمبود کالاهای موردنیاز مردم، بازار با آرامش در حال تأمین نیازهای مردم به ویژه کالاهای اساسی است: [238, 235, 759, 258]
